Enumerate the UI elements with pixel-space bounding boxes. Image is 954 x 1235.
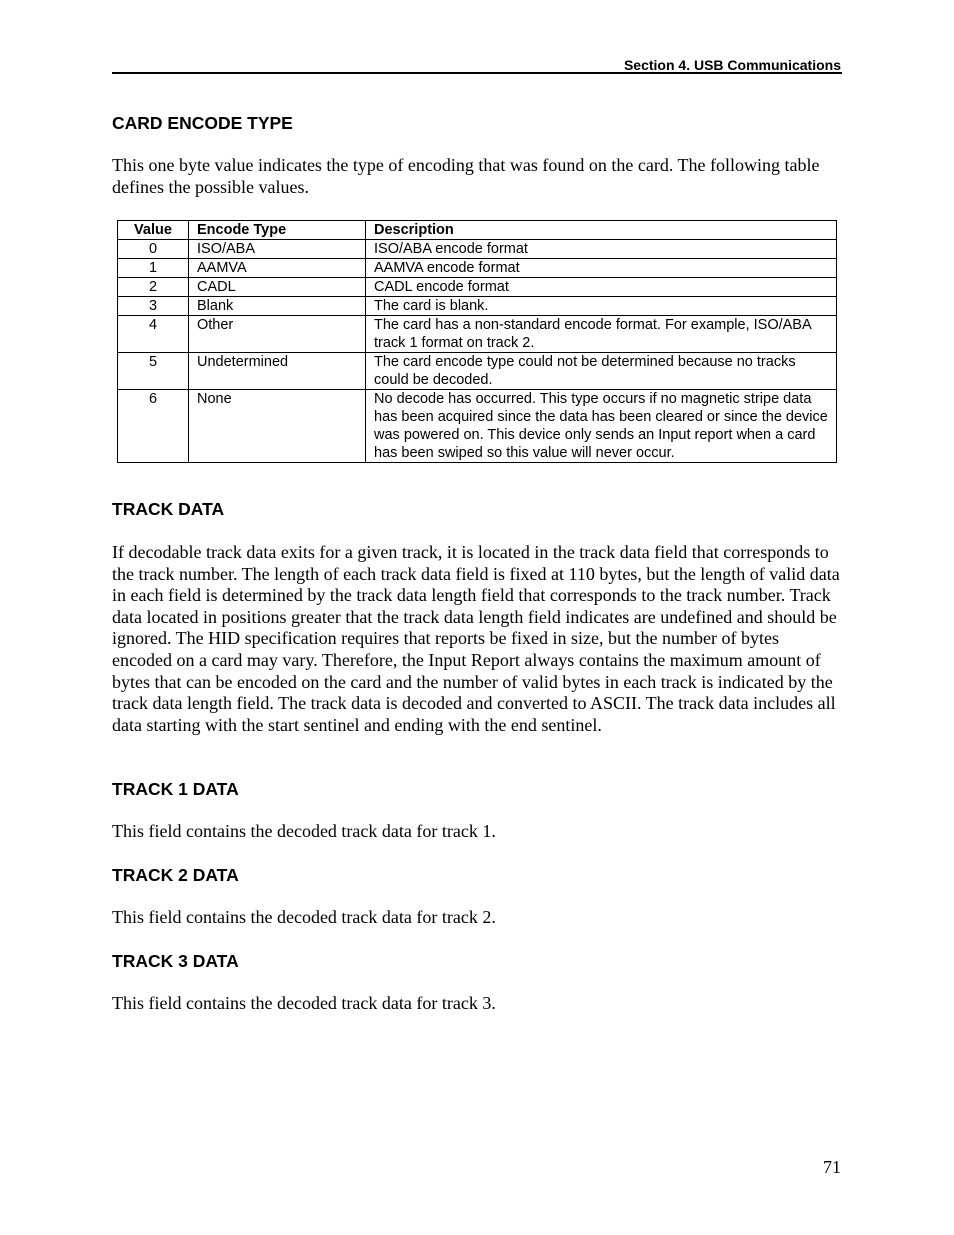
column-header-value: Value (118, 221, 189, 240)
table-row (118, 240, 837, 259)
track-2-data-body: This field contains the decoded track data for track 2. (112, 907, 496, 927)
cell-encode-type: Undetermined (189, 353, 366, 390)
heading-track-3-data: TRACK 3 DATA (112, 951, 239, 971)
cell-value: 6 (118, 390, 189, 463)
page-number: 71 (823, 1157, 841, 1177)
cell-description: The card is blank. (366, 297, 837, 316)
cell-description: AAMVA encode format (366, 259, 837, 278)
track-1-data-body: This field contains the decoded track data for track 1. (112, 821, 496, 841)
cell-value: 5 (118, 353, 189, 390)
heading-card-encode-type: CARD ENCODE TYPE (112, 113, 293, 133)
table-header-row (118, 221, 837, 240)
cell-encode-type: AAMVA (189, 259, 366, 278)
track-3-data-body: This field contains the decoded track data for track 3. (112, 993, 496, 1013)
table-row (118, 297, 837, 316)
cell-encode-type: Blank (189, 297, 366, 316)
cell-value: 2 (118, 278, 189, 297)
cell-encode-type: Other (189, 316, 366, 353)
cell-description: The card encode type could not be determined because no tracks could be decoded. (366, 353, 837, 390)
table-row (118, 316, 837, 353)
header-rule (112, 72, 842, 74)
table-row (118, 259, 837, 278)
table-row (118, 353, 837, 390)
table-row (118, 278, 837, 297)
cell-description: No decode has occurred. This type occurs if no magnetic stripe data has been acquired since the data has been cleared or since the device was powered on. This device only sends an Input report when a card has been swiped so this value will never occur. (366, 390, 837, 463)
cell-value: 4 (118, 316, 189, 353)
column-header-encode-type: Encode Type (189, 221, 366, 240)
encode-type-table (117, 220, 837, 463)
track-data-body: If decodable track data exits for a given track, it is located in the track data field that corresponds to the track number. The length of each track data field is fixed at 110 bytes, but the length of valid data in each field is determined by the track data length field that corresponds to the track number. Track data located in positions greater that the track data length field indicates are undefined and should be ignored. The HID specification requires that reports be fixed in size, but the number of bytes encoded on a card may vary. Therefore, the Input Report always contains the maximum amount of bytes that can be encoded on the card and the number of valid bytes in each track is indicated by the track data length field. The track data is decoded and converted to ASCII. The track data includes all data starting with the start sentinel and ending with the end sentinel. (112, 542, 840, 735)
cell-value: 1 (118, 259, 189, 278)
heading-track-2-data: TRACK 2 DATA (112, 865, 239, 885)
cell-encode-type: None (189, 390, 366, 463)
cell-description: The card has a non-standard encode format. For example, ISO/ABA track 1 format on track 2. (366, 316, 837, 353)
cell-value: 3 (118, 297, 189, 316)
table-row (118, 390, 837, 463)
card-encode-type-intro: This one byte value indicates the type of encoding that was found on the card. The following table defines the possible values. (112, 155, 820, 197)
cell-encode-type: CADL (189, 278, 366, 297)
running-header: Section 4. USB Communications (623, 57, 841, 73)
cell-description: CADL encode format (366, 278, 837, 297)
column-header-description: Description (366, 221, 837, 240)
heading-track-data: TRACK DATA (112, 499, 225, 519)
cell-description: ISO/ABA encode format (366, 240, 837, 259)
heading-track-1-data: TRACK 1 DATA (112, 779, 239, 799)
cell-value: 0 (118, 240, 189, 259)
cell-encode-type: ISO/ABA (189, 240, 366, 259)
